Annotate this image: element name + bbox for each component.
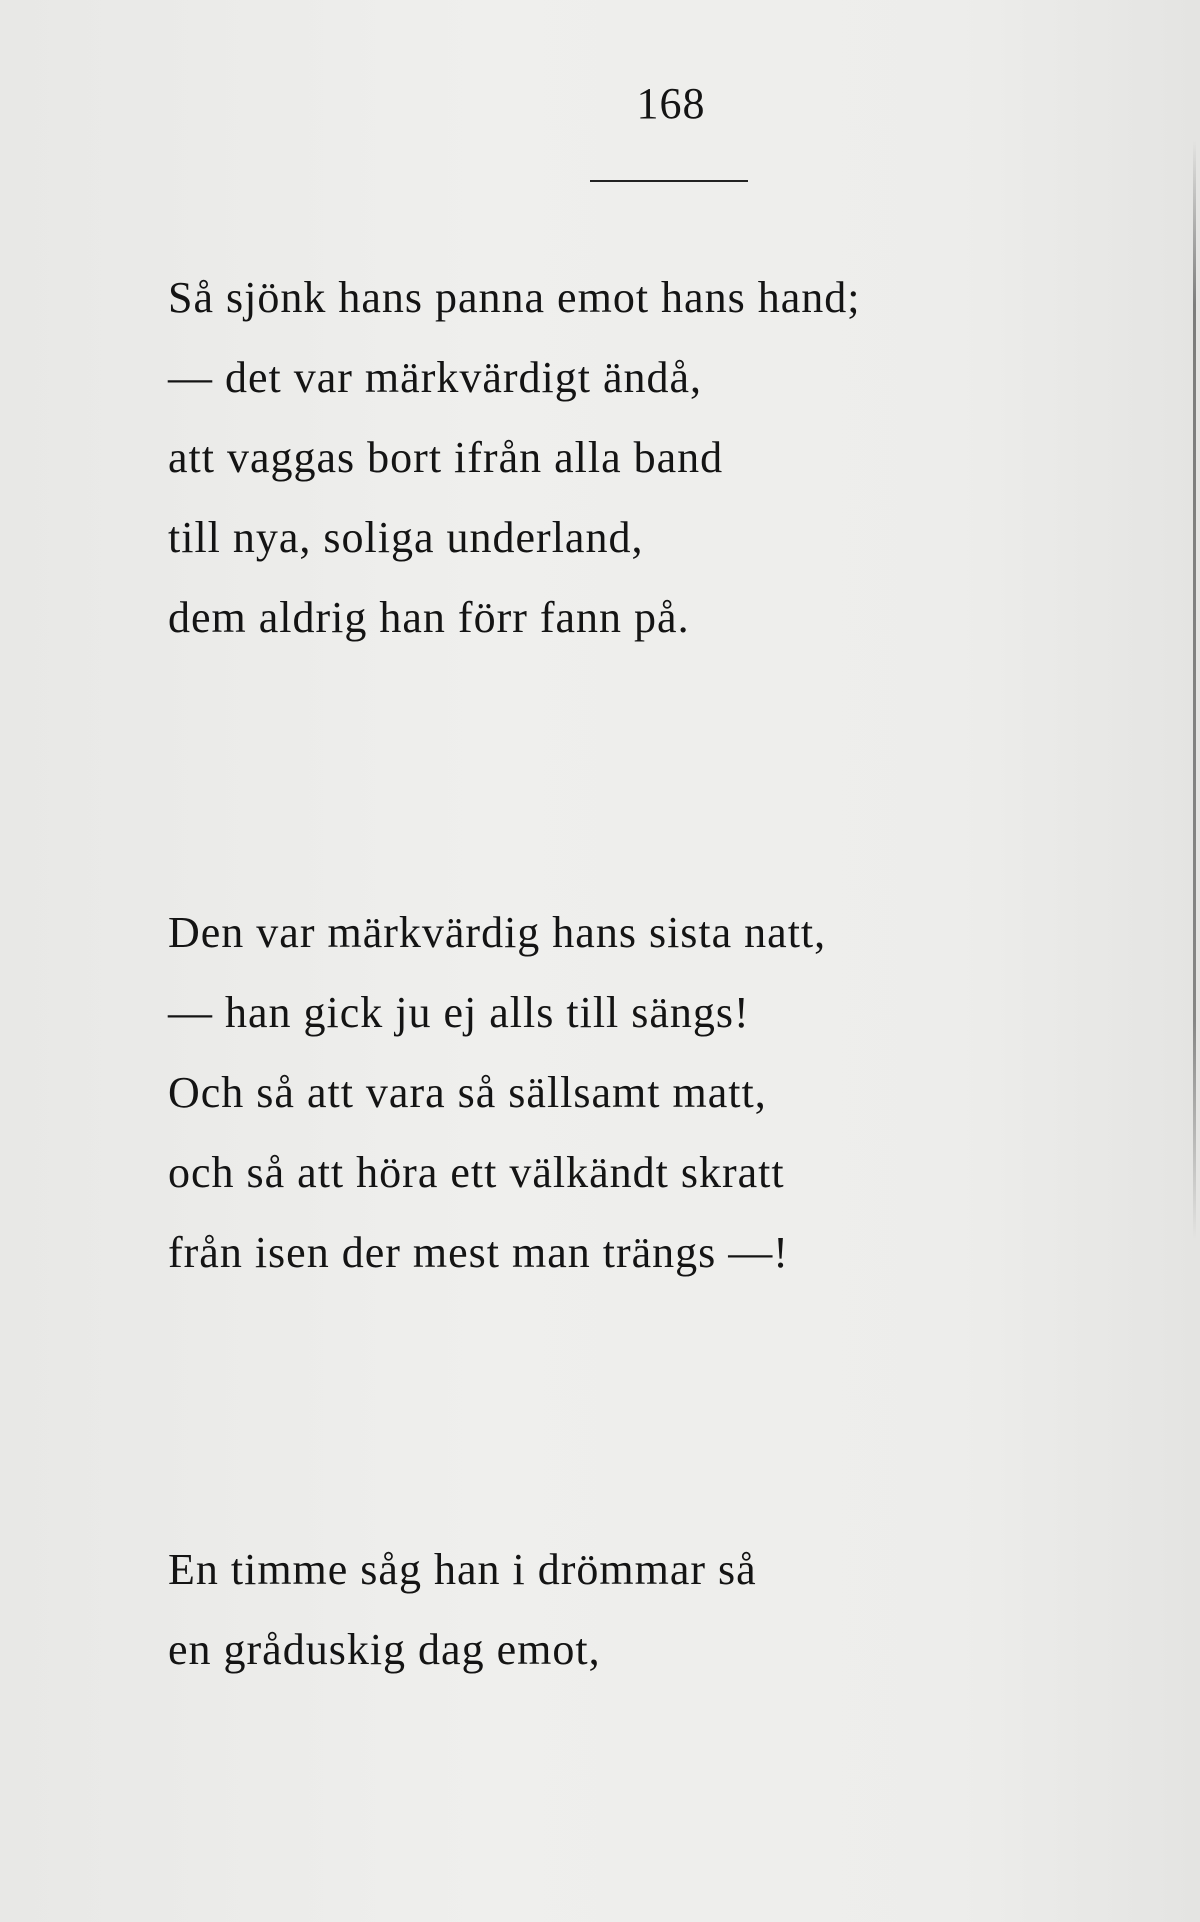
verse-line: att vaggas bort ifrån alla band bbox=[168, 433, 724, 482]
verse-line: en gråduskig dag emot, bbox=[168, 1625, 601, 1674]
verse-line: Och så att vara så sällsamt matt, bbox=[168, 1068, 767, 1117]
verse-line: från isen der mest man trängs —! bbox=[168, 1228, 789, 1277]
verse-line: dem aldrig han förr fann på. bbox=[168, 593, 690, 642]
verse-line: — det var märkvärdigt ändå, bbox=[168, 353, 703, 402]
stanza-2 bbox=[168, 893, 826, 1293]
verse-line: En timme såg han i drömmar så bbox=[168, 1545, 757, 1594]
header-rule bbox=[590, 180, 748, 182]
page-number: 168 bbox=[636, 79, 706, 128]
verse-line: Så sjönk hans panna emot hans hand; bbox=[168, 273, 861, 322]
stanza-1 bbox=[168, 258, 860, 658]
verse-line: Den var märkvärdig hans sista natt, bbox=[168, 908, 827, 957]
verse-line: och så att höra ett välkändt skratt bbox=[168, 1148, 785, 1197]
verse-line: — han gick ju ej alls till sängs! bbox=[168, 988, 750, 1037]
verse-line: till nya, soliga underland, bbox=[168, 513, 644, 562]
page-edge-shadow bbox=[1193, 140, 1196, 1240]
stanza-3 bbox=[168, 1530, 757, 1690]
